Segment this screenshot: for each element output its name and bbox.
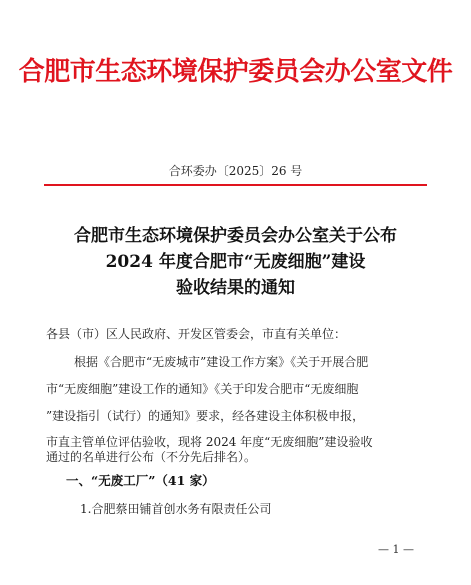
body-paragraph-line: 市直主管单位评估验收，现将 2024 年度“无废细胞”建设验收 (46, 435, 373, 449)
page-number: — 1 — (378, 543, 414, 556)
notice-title-line-2: 2024 年度合肥市“无废细胞”建设 (105, 252, 366, 272)
section-heading: 一、“无废工厂”（41 家） (66, 473, 215, 488)
notice-title-line-3: 验收结果的通知 (176, 278, 295, 298)
document-number: 合环委办〔2025〕26 号 (168, 164, 303, 178)
notice-title-line-1: 合肥市生态环境保护委员会办公室关于公布 (74, 226, 397, 246)
body-paragraph-line: 市“无废细胞”建设工作的通知》《关于印发合肥市“无废细胞 (46, 382, 359, 396)
list-item: 1.合肥蔡田铺首创水务有限责任公司 (80, 502, 272, 516)
addressee-line: 各县（市）区人民政府、开发区管委会，市直有关单位： (46, 327, 347, 341)
body-paragraph-line: ”建设指引（试行）的通知》要求，经各建设主体积极申报， (46, 409, 365, 423)
issuing-office-header: 合肥市生态环境保护委员会办公室文件 (18, 57, 453, 87)
red-divider-line (44, 184, 427, 186)
body-paragraph-line: 通过的名单进行公布（不分先后排名）。 (46, 450, 257, 464)
body-paragraph-line: 根据《合肥市“无废城市”建设工作方案》《关于开展合肥 (74, 355, 369, 369)
